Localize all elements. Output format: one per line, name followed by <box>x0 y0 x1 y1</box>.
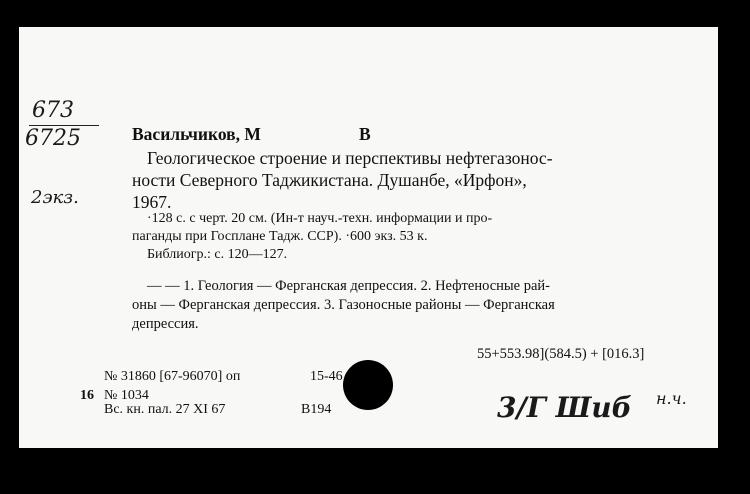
corner-handwriting: н.ч. <box>656 389 687 408</box>
shelf-mark-top: 673 <box>32 98 74 123</box>
subjects-line-2: оны — Ферганская депрессия. 3. Газоносные районы — Ферганская <box>132 297 555 313</box>
author-name: Васильчиков, М <box>132 124 261 144</box>
classification-code: 55+553.98](584.5) + [016.3] <box>477 346 645 362</box>
title-line-1: Геологическое строение и перспективы нефтегазонос- <box>147 148 553 168</box>
collation-line-2: паганды при Госплане Тадж. ССР). ·600 экз. 53 к. <box>132 229 428 244</box>
title-line-3: 1967. <box>132 192 172 212</box>
author-initial: В <box>359 124 371 144</box>
date-line: Вс. кн. пал. 27 XI 67 <box>104 402 226 417</box>
card-number: № 1034 <box>104 388 149 403</box>
title-line-2: ности Северного Таджикистана. Душанбе, «Ирфон», <box>132 170 527 190</box>
bibliography-note: Библиогр.: с. 120—127. <box>147 247 288 262</box>
subjects-line-1: — — 1. Геология — Ферганская депрессия. 2. Нефтеносные рай- <box>147 278 550 294</box>
margin-note: 2экз. <box>31 187 79 208</box>
order-code: 15-46 <box>310 369 343 384</box>
order-number: № 31860 [67-96070] оп <box>104 369 241 384</box>
subjects-line-3: депрессия. <box>132 316 199 332</box>
collation-line-1: ·128 с. с черт. 20 см. (Ин-т науч.-техн. информации и про- <box>147 211 493 226</box>
punch-hole <box>343 360 393 410</box>
copy-count: 16 <box>80 388 94 403</box>
shelf-mark-bottom: 6725 <box>25 126 81 151</box>
print-code: В194 <box>301 402 332 417</box>
bottom-handwriting: 3/Г Шиб <box>497 391 632 424</box>
